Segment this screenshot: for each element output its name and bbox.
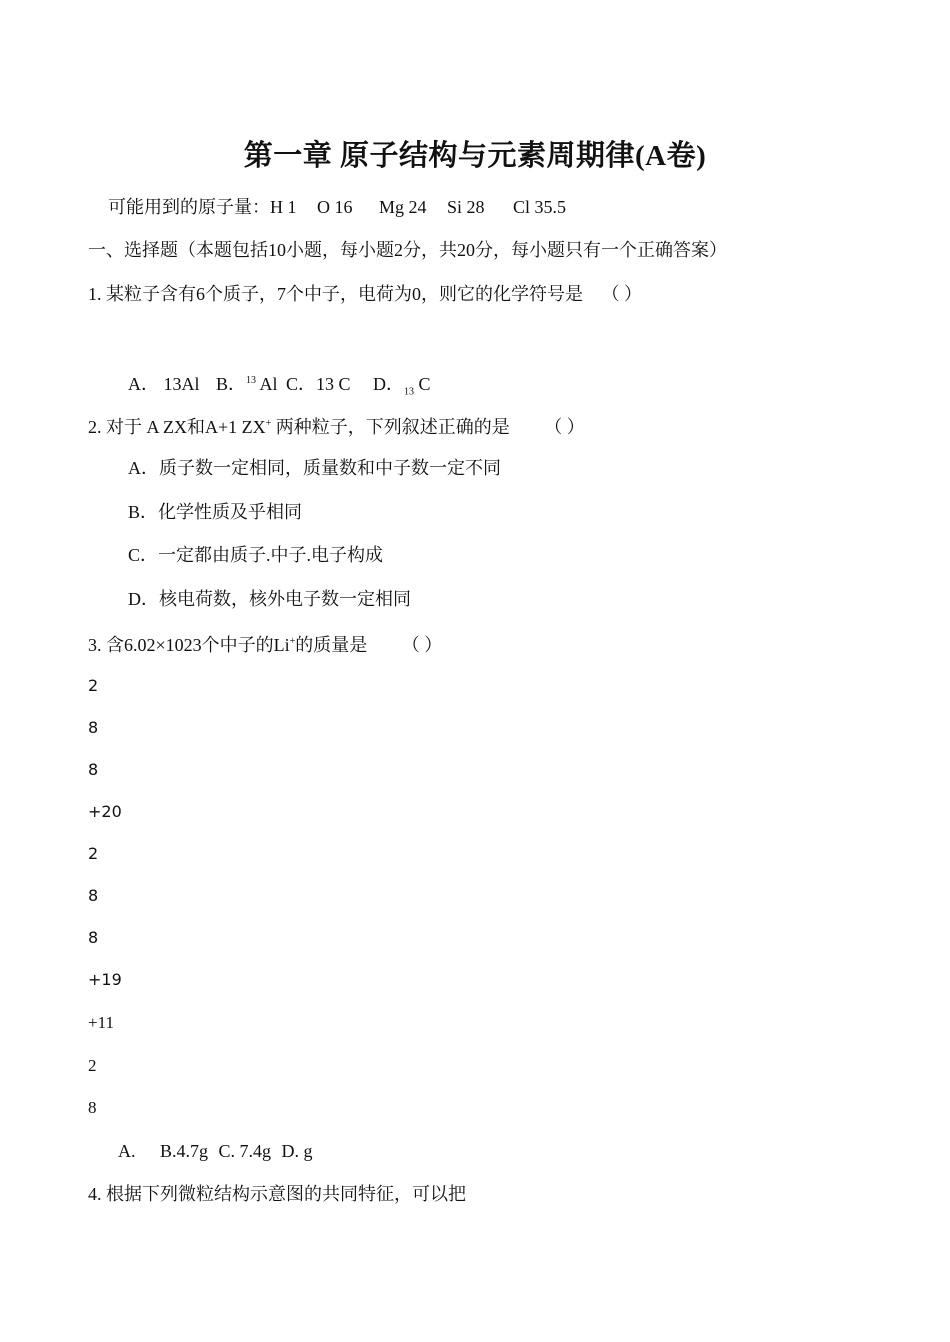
q1-option-d: D．$_{13}$ C — [373, 374, 431, 398]
atomic-mass-o: O 16 — [317, 197, 353, 217]
diagram-label: +19 — [88, 970, 122, 989]
answer-paren: （ ） — [544, 417, 585, 437]
q3-option-a: A. — [118, 1141, 136, 1161]
diagram-label: 2 — [88, 676, 99, 695]
atomic-mass-h: H 1 — [270, 197, 297, 217]
diagram-label: 2 — [88, 1056, 97, 1075]
question-3-stem: 3. 含6.02×1023个中子的Li+的质量是 — [88, 635, 368, 655]
q2-option-c: C．一定都由质子.中子.电子构成 — [128, 545, 384, 565]
section-heading: 一、选择题（本题包括10小题，每小题2分，共20分，每小题只有一个正确答案） — [88, 240, 727, 260]
question-4-stem: 4. 根据下列微粒结构示意图的共同特征，可以把 — [88, 1184, 466, 1204]
q3-option-b: B.4.7g — [160, 1141, 209, 1161]
diagram-label: 8 — [88, 928, 99, 947]
question-3 — [88, 631, 442, 656]
diagram-label: +20 — [88, 802, 122, 821]
atomic-mass-line — [108, 196, 566, 218]
question-3-options — [118, 1140, 313, 1162]
q1-option-b: B．$^{13}$ Al — [216, 374, 278, 394]
q2-option-d: D．核电荷数，核外电子数一定相同 — [128, 589, 411, 609]
q2-option-b: B．化学性质及乎相同 — [128, 502, 303, 522]
question-2-stem: 2. 对于 A ZX和A+1 ZX+ 两种粒子，下列叙述正确的是 — [88, 417, 510, 437]
q2-option-a: A．质子数一定相同，质量数和中子数一定不同 — [128, 458, 501, 478]
page-title: 第一章 原子结构与元素周期律(A卷) — [243, 140, 707, 172]
atomic-mass-si: Si 28 — [447, 197, 485, 217]
q1-option-c: C．13 C — [286, 374, 351, 394]
atomic-mass-cl: Cl 35.5 — [513, 197, 567, 217]
diagram-label: 8 — [88, 760, 99, 779]
diagram-label: +11 — [88, 1013, 114, 1032]
answer-paren: （ ） — [401, 635, 443, 655]
q3-option-c: C. 7.4g — [218, 1141, 272, 1161]
diagram-label: 2 — [88, 844, 99, 863]
question-1-options — [128, 370, 431, 404]
question-2 — [88, 413, 585, 438]
q3-option-d: D. g — [281, 1141, 313, 1161]
question-1 — [88, 283, 642, 305]
atomic-mass-mg: Mg 24 — [379, 197, 427, 217]
answer-paren: （ ） — [601, 284, 642, 304]
diagram-label: 8 — [88, 718, 99, 737]
q1-option-a: A． 13Al — [128, 374, 200, 394]
diagram-label: 8 — [88, 1098, 97, 1117]
question-1-stem: 1. 某粒子含有6个质子，7个中子，电荷为0，则它的化学符号是 — [88, 284, 583, 304]
diagram-label: 8 — [88, 886, 99, 905]
atomic-mass-label: 可能用到的原子量： — [108, 197, 270, 217]
